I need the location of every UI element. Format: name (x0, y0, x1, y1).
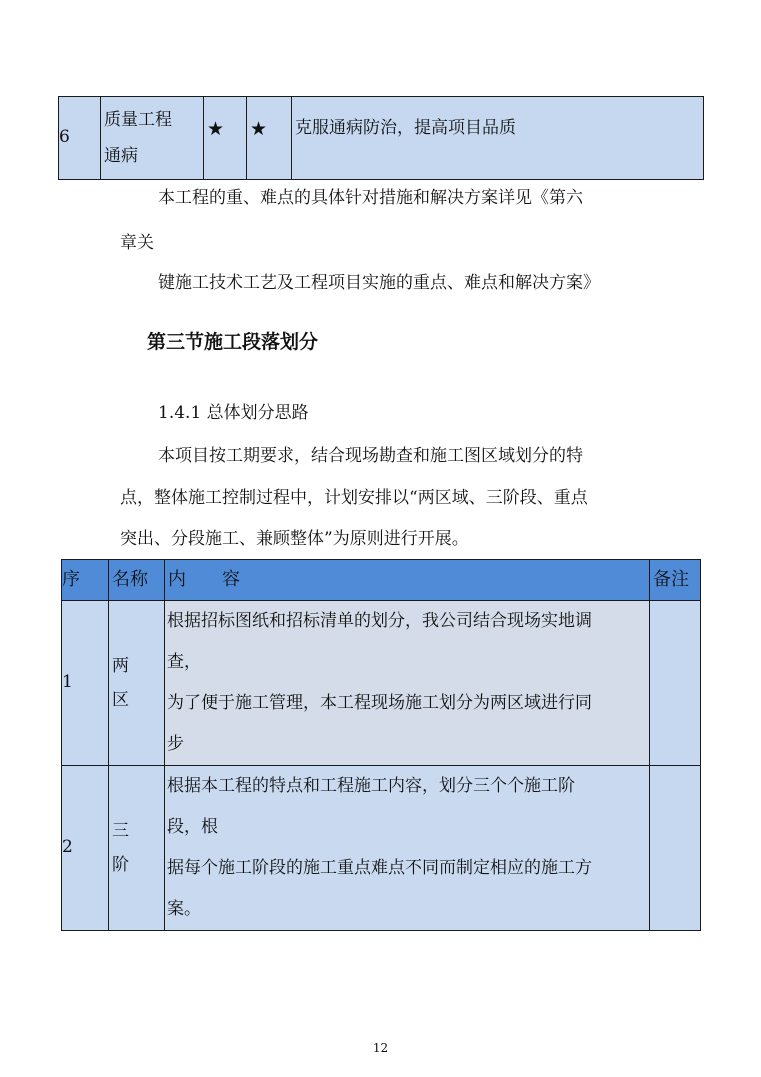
row-seq: 1 (62, 601, 109, 766)
item-description: 克服通病防治，提高项目品质 (292, 97, 704, 180)
table-row (62, 766, 701, 931)
row-note (650, 766, 701, 931)
row-number: 6 (59, 97, 101, 180)
division-table (61, 559, 701, 931)
item-name (101, 97, 204, 180)
subheading: 1.4.1 总体划分思路 (158, 403, 309, 423)
content-line: 为了便于施工管理，本工程现场施工划分为两区域进行同 (167, 693, 592, 713)
row-name-part: 两 (112, 656, 129, 676)
paragraph-line: 本项目按工期要求，结合现场勘查和施工图区域划分的特 (158, 446, 583, 466)
row-name (109, 766, 165, 931)
paragraph-line: 键施工技术工艺及工程项目实施的重点、难点和解决方案》 (158, 273, 600, 293)
table-header-row (62, 560, 701, 601)
content-line: 根据招标图纸和招标清单的划分，我公司结合现场实地调 (167, 611, 592, 631)
paragraph-line: 章关 (120, 233, 154, 253)
priority-table (58, 96, 704, 180)
content-line: 据每个施工阶段的施工重点难点不同而制定相应的施工方 (167, 858, 592, 878)
page-number: 12 (372, 1041, 389, 1055)
row-seq: 2 (62, 766, 109, 931)
star-rating-2: ★ (250, 118, 268, 140)
table-row (62, 601, 701, 766)
row-note (650, 601, 701, 766)
paragraph-line: 点，整体施工控制过程中，计划安排以“两区域、三阶段、重点 (120, 488, 588, 508)
item-name-line2: 通病 (104, 146, 138, 166)
item-name-line1: 质量工程 (104, 110, 172, 130)
content-line: 步 (167, 734, 184, 754)
content-line: 段，根 (167, 817, 218, 837)
content-line: 查， (167, 652, 201, 672)
star-rating-1: ★ (207, 118, 225, 140)
row-content (165, 601, 650, 766)
row-name (109, 601, 165, 766)
header-note: 备注 (650, 560, 701, 601)
row-name-part: 三 (112, 821, 129, 841)
row-content (165, 766, 650, 931)
row-name-part: 区 (112, 690, 129, 710)
header-seq: 序 (62, 560, 109, 601)
header-content: 内 容 (165, 560, 650, 601)
table-row (59, 97, 704, 180)
content-line: 案。 (167, 899, 201, 919)
content-line: 根据本工程的特点和工程施工内容，划分三个个施工阶 (167, 776, 575, 796)
row-name-part: 阶 (112, 855, 129, 875)
section-title: 第三节施工段落划分 (147, 331, 319, 353)
star-icon (247, 97, 292, 180)
paragraph-line: 突出、分段施工、兼顾整体”为原则进行开展。 (120, 529, 469, 549)
paragraph-line: 本工程的重、难点的具体针对措施和解决方案详见《第六 (158, 188, 583, 208)
header-name: 名称 (109, 560, 165, 601)
star-icon (204, 97, 247, 180)
